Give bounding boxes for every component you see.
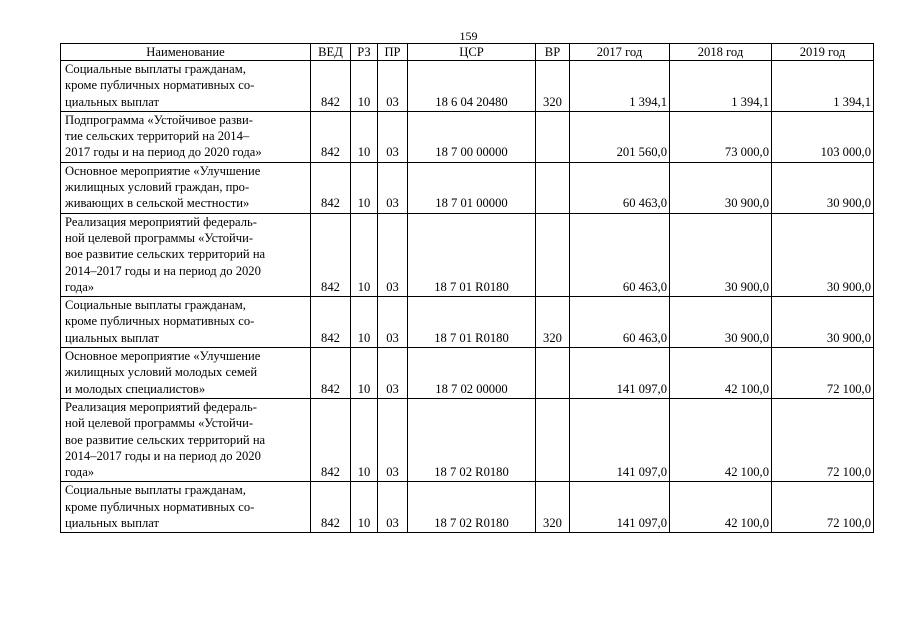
table-row <box>61 162 874 213</box>
cell-pr: 03 <box>378 348 408 399</box>
cell-name-line: циальных выплат <box>65 94 160 109</box>
cell-name-line: 2017 годы и на период до 2020 года» <box>65 145 262 160</box>
cell-name <box>61 297 311 348</box>
cell-name <box>61 482 311 533</box>
cell-name-line: кроме публичных нормативных со- <box>65 314 255 329</box>
header-2019: 2019 год <box>772 44 874 61</box>
cell-pr: 03 <box>378 482 408 533</box>
cell-pr: 03 <box>378 61 408 112</box>
cell-name-line: жилищных условий граждан, про- <box>65 180 250 195</box>
page-number: 159 <box>459 29 478 43</box>
cell-2019: 1 394,1 <box>772 61 874 112</box>
header-ved: ВЕД <box>311 44 351 61</box>
cell-name <box>61 61 311 112</box>
cell-2017: 60 463,0 <box>570 213 670 296</box>
cell-csr: 18 7 01 R0180 <box>408 213 536 296</box>
cell-2019: 30 900,0 <box>772 162 874 213</box>
cell-name <box>61 348 311 399</box>
cell-name-line: Основное мероприятие «Улучшение <box>65 349 261 364</box>
header-vr: ВР <box>536 44 570 61</box>
cell-2019: 72 100,0 <box>772 482 874 533</box>
header-name: Наименование <box>61 44 311 61</box>
cell-name <box>61 213 311 296</box>
budget-table <box>60 43 874 533</box>
cell-vr <box>536 162 570 213</box>
cell-ved: 842 <box>311 297 351 348</box>
cell-2019: 72 100,0 <box>772 398 874 481</box>
cell-rz: 10 <box>351 398 378 481</box>
cell-2017: 141 097,0 <box>570 482 670 533</box>
cell-name-line: 2014–2017 годы и на период до 2020 <box>65 448 261 463</box>
cell-name <box>61 162 311 213</box>
cell-vr <box>536 213 570 296</box>
table-row <box>61 348 874 399</box>
cell-name-line: и молодых специалистов» <box>65 381 206 396</box>
header-rz: РЗ <box>351 44 378 61</box>
cell-rz: 10 <box>351 213 378 296</box>
header-2018: 2018 год <box>670 44 772 61</box>
cell-name-line: Подпрограмма «Устойчивое разви- <box>65 112 253 127</box>
cell-2017: 60 463,0 <box>570 162 670 213</box>
cell-csr: 18 7 01 R0180 <box>408 297 536 348</box>
cell-name-line: кроме публичных нормативных со- <box>65 499 255 514</box>
cell-csr: 18 7 02 R0180 <box>408 482 536 533</box>
cell-name-line: Социальные выплаты гражданам, <box>65 62 246 76</box>
cell-name <box>61 111 311 162</box>
cell-name-line: года» <box>65 279 95 294</box>
cell-name-line: ной целевой программы «Устойчи- <box>65 416 254 431</box>
cell-name-line: тие сельских территорий на 2014– <box>65 129 250 144</box>
cell-ved: 842 <box>311 61 351 112</box>
cell-rz: 10 <box>351 348 378 399</box>
cell-name-line: циальных выплат <box>65 330 160 345</box>
cell-pr: 03 <box>378 162 408 213</box>
cell-vr: 320 <box>536 297 570 348</box>
cell-pr: 03 <box>378 111 408 162</box>
table-row <box>61 61 874 112</box>
cell-csr: 18 7 02 00000 <box>408 348 536 399</box>
cell-2017: 141 097,0 <box>570 348 670 399</box>
cell-name-line: кроме публичных нормативных со- <box>65 78 255 93</box>
cell-name-line: жилищных условий молодых семей <box>65 365 258 380</box>
cell-csr: 18 6 04 20480 <box>408 61 536 112</box>
cell-name-line: Реализация мероприятий федераль- <box>65 399 257 414</box>
cell-rz: 10 <box>351 162 378 213</box>
cell-name-line: 2014–2017 годы и на период до 2020 <box>65 263 261 278</box>
header-2017: 2017 год <box>570 44 670 61</box>
cell-2019: 72 100,0 <box>772 348 874 399</box>
cell-2019: 30 900,0 <box>772 213 874 296</box>
cell-2018: 30 900,0 <box>670 162 772 213</box>
cell-name-line: Социальные выплаты гражданам, <box>65 483 246 498</box>
cell-ved: 842 <box>311 482 351 533</box>
cell-csr: 18 7 00 00000 <box>408 111 536 162</box>
cell-name-line: циальных выплат <box>65 516 160 531</box>
header-row <box>61 44 874 61</box>
cell-2017: 1 394,1 <box>570 61 670 112</box>
cell-name <box>61 398 311 481</box>
cell-rz: 10 <box>351 297 378 348</box>
cell-pr: 03 <box>378 398 408 481</box>
table-row <box>61 482 874 533</box>
cell-2018: 73 000,0 <box>670 111 772 162</box>
cell-name-line: вое развитие сельских территорий на <box>65 247 266 262</box>
cell-2018: 42 100,0 <box>670 348 772 399</box>
cell-name-line: вое развитие сельских территорий на <box>65 432 266 447</box>
cell-csr: 18 7 02 R0180 <box>408 398 536 481</box>
table-row <box>61 398 874 481</box>
cell-2019: 30 900,0 <box>772 297 874 348</box>
cell-rz: 10 <box>351 61 378 112</box>
cell-2018: 30 900,0 <box>670 213 772 296</box>
table-body <box>61 61 874 533</box>
cell-ved: 842 <box>311 162 351 213</box>
cell-2017: 60 463,0 <box>570 297 670 348</box>
cell-2018: 42 100,0 <box>670 482 772 533</box>
cell-name-line: Социальные выплаты гражданам, <box>65 298 246 313</box>
cell-csr: 18 7 01 00000 <box>408 162 536 213</box>
cell-2019: 103 000,0 <box>772 111 874 162</box>
cell-ved: 842 <box>311 213 351 296</box>
cell-2017: 141 097,0 <box>570 398 670 481</box>
cell-2018: 30 900,0 <box>670 297 772 348</box>
cell-vr: 320 <box>536 482 570 533</box>
table-row <box>61 297 874 348</box>
cell-vr <box>536 348 570 399</box>
cell-ved: 842 <box>311 111 351 162</box>
cell-name-line: ной целевой программы «Устойчи- <box>65 230 254 245</box>
table-row <box>61 111 874 162</box>
cell-rz: 10 <box>351 111 378 162</box>
cell-pr: 03 <box>378 213 408 296</box>
table-row <box>61 213 874 296</box>
header-pr: ПР <box>378 44 408 61</box>
cell-vr <box>536 398 570 481</box>
cell-2018: 42 100,0 <box>670 398 772 481</box>
cell-ved: 842 <box>311 398 351 481</box>
cell-pr: 03 <box>378 297 408 348</box>
cell-vr <box>536 111 570 162</box>
cell-name-line: года» <box>65 465 95 480</box>
cell-vr: 320 <box>536 61 570 112</box>
cell-2017: 201 560,0 <box>570 111 670 162</box>
cell-name-line: живающих в сельской местности» <box>65 196 250 211</box>
cell-2018: 1 394,1 <box>670 61 772 112</box>
cell-ved: 842 <box>311 348 351 399</box>
cell-name-line: Реализация мероприятий федераль- <box>65 214 257 229</box>
cell-rz: 10 <box>351 482 378 533</box>
header-csr: ЦСР <box>408 44 536 61</box>
cell-name-line: Основное мероприятие «Улучшение <box>65 163 261 178</box>
